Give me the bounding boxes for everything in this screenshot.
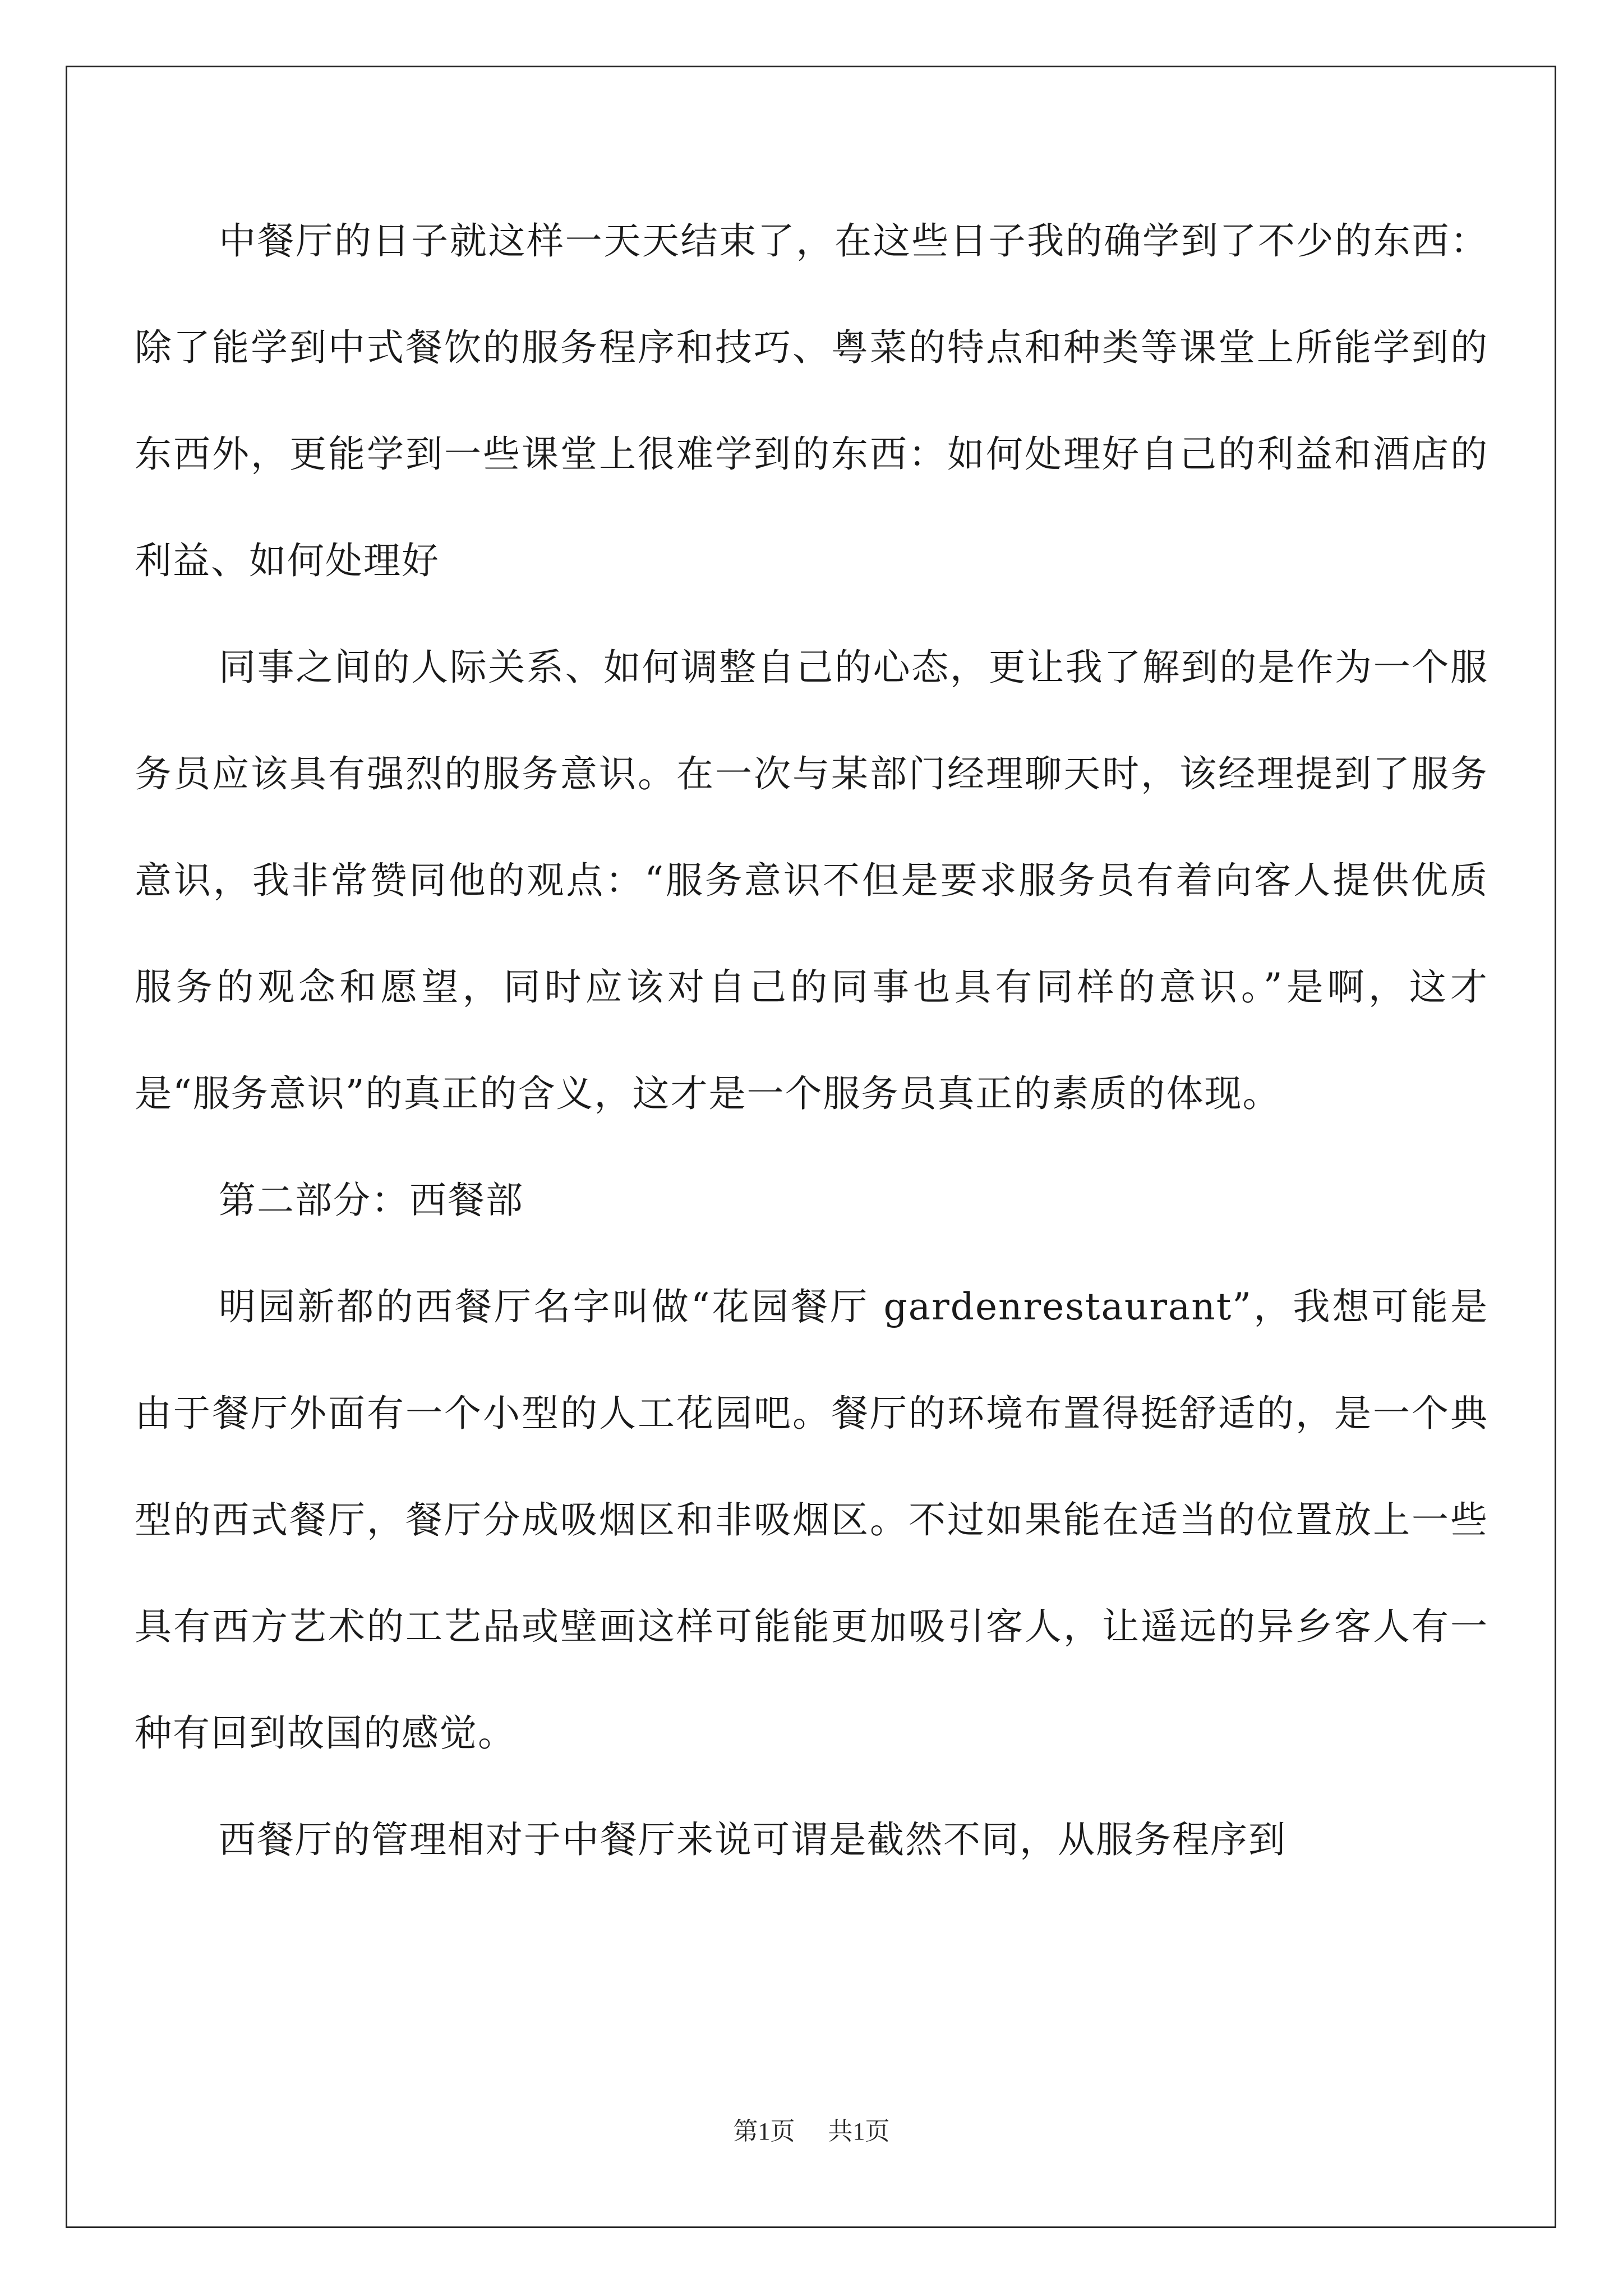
page-number-current: 第1页 (733, 2118, 795, 2145)
paragraph-2: 同事之间的人际关系、如何调整自己的心态，更让我了解到的是作为一个服务员应该具有强烈的服务意识。在一次与某部门经理聊天时，该经理提到了服务意识，我非常赞同他的观点：“服务意识不但是要求服务员有着向客人提供优质服务的观念和愿望，同时应该对自己的同事也具有同样的意识。”是啊，这才是“服务意识”的真正的含义，这才是一个服务员真正的素质的体现。 (135, 646, 1488, 1115)
document-body (135, 188, 1488, 1893)
page-footer (0, 2115, 1623, 2148)
page-number-total: 共1页 (828, 2118, 890, 2145)
paragraph-1: 中餐厅的日子就这样一天天结束了，在这些日子我的确学到了不少的东西：除了能学到中式餐饮的服务程序和技巧、粤菜的特点和种类等课堂上所能学到的东西外，更能学到一些课堂上很难学到的东西：如何处理好自己的利益和酒店的利益、如何处理好 (135, 219, 1488, 582)
paragraph-4: 西餐厅的管理相对于中餐厅来说可谓是截然不同，从服务程序到 (219, 1818, 1287, 1861)
paragraph-3: 明园新都的西餐厅名字叫做“花园餐厅 gardenrestaurant”，我想可能是由于餐厅外面有一个小型的人工花园吧。餐厅的环境布置得挺舒适的，是一个典型的西式餐厅，餐厅分成吸烟区和非吸烟区。不过如果能在适当的位置放上一些具有西方艺术的工艺品或壁画这样可能能更加吸引客人，让遥远的异乡客人有一种有回到故国的感觉。 (135, 1285, 1488, 1755)
section-heading: 第二部分：西餐部 (219, 1179, 524, 1222)
